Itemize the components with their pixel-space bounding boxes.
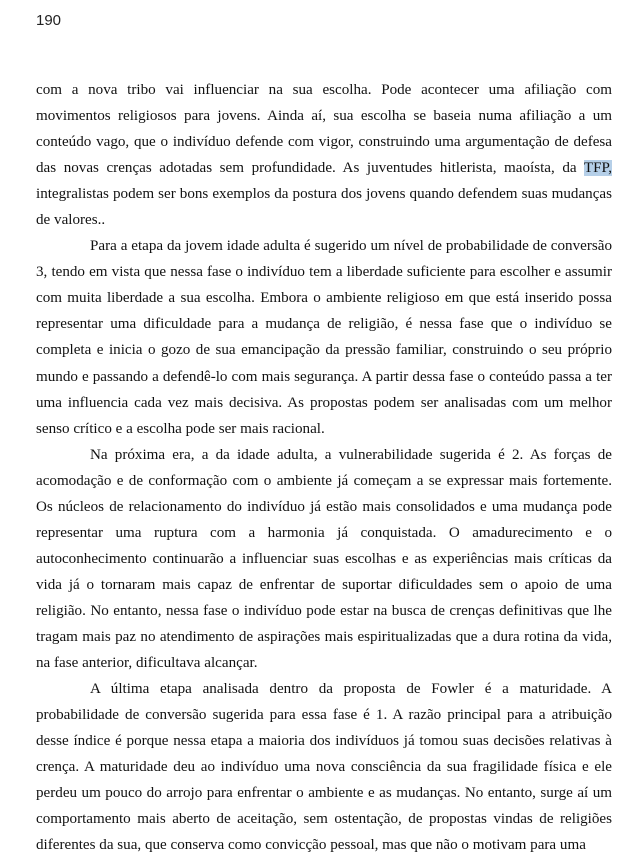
paragraph-2: Para a etapa da jovem idade adulta é sugerido um nível de probabilidade de conversão 3, tendo em vista que nessa fase o indivíduo tem a liberdade suficiente para escolher e assumir com muita liberdade a sua escolha. Embora o ambiente religioso em que está inserido possa representar uma dificuldade para a mudança de religião, é nessa fase que o indivíduo se completa e inicia o gozo de sua emancipação da pressão familiar, construindo o seu próprio mundo e passando a defendê-lo com mais segurança. A partir dessa fase o conteúdo passa a ter uma influencia cada vez mais decisiva. As propostas podem ser analisadas com um melhor senso crítico e a escolha pode ser mais racional. [36, 238, 612, 437]
paragraph-4: A última etapa analisada dentro da proposta de Fowler é a maturidade. A probabilidade de conversão sugerida para essa fase é 1. A razão principal para a atribuição desse índice é porque nessa etapa a maioria dos indivíduos já tomou suas decisões relativas à crença. A maturidade deu ao indivíduo uma nova consciência da sua fragilidade física e ele perdeu um pouco do arrojo para enfrentar o ambiente e as mudanças. No entanto, surge aí um comportamento mais aberto de aceitação, sem ostentação, de propostas vindas de religiões diferentes da sua, que conserva como convicção pessoal, mas que não o motivam para uma [36, 681, 612, 854]
paragraph-1-text-after: integralistas podem ser bons exemplos da postura dos jovens quando defendem suas mudanças de valores.. [36, 186, 612, 229]
paragraph-1 [36, 77, 612, 233]
paragraph-3: Na próxima era, a da idade adulta, a vulnerabilidade sugerida é 2. As forças de acomodação e de conformação com o ambiente já começam a se expressar mais fortemente. Os núcleos de relacionamento do indivíduo já estão mais consolidados e uma mudança pode representar uma ruptura com a harmonia já conquistada. O amadurecimento e o autoconhecimento continuarão a influenciar suas escolhas e as experiências mais críticas da vida já o tornaram mais capaz de enfrentar de suportar dificuldades sem o apoio de uma religião. No entanto, nessa fase o indivíduo pode estar na busca de crenças definitivas que lhe tragam mais paz no atendimento de aspirações mais espiritualizadas que a dura rotina da vida, na fase anterior, dificultava alcançar. [36, 446, 612, 672]
paragraph-1-text-before: com a nova tribo vai influenciar na sua escolha. Pode acontecer uma afiliação com movimentos religiosos para jovens. Ainda aí, sua escolha se baseia numa afiliação a um conteúdo vago, que o indivíduo defende com vigor, construindo uma argumentação de defesa das novas crenças adotadas sem profundidade. As juventudes hitlerista, maoísta, da [36, 82, 612, 177]
body-text [36, 77, 612, 858]
page-number: 190 [36, 12, 62, 29]
highlighted-selection[interactable]: TFP, [583, 160, 612, 177]
